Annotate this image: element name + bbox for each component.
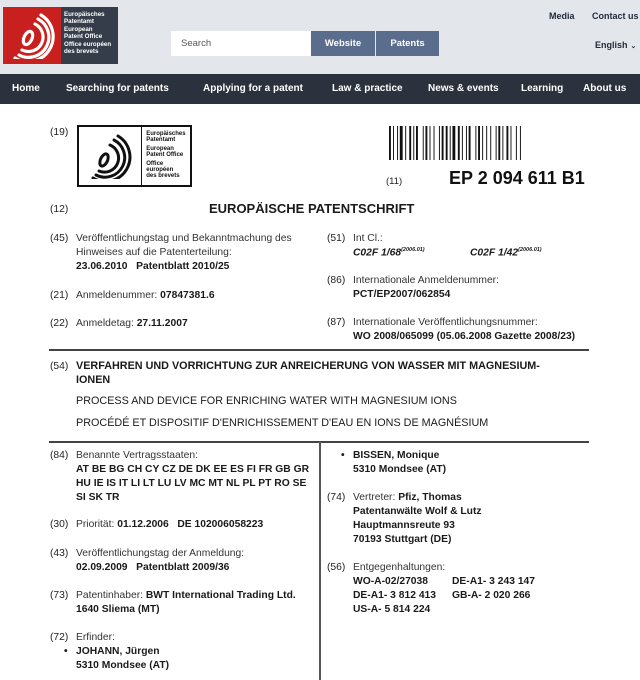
barcode-bar <box>520 126 521 160</box>
inid-code-51: (51) <box>327 233 346 244</box>
barcode-bar <box>434 126 435 160</box>
inventor-address: 5310 Mondsee (AT) <box>76 660 170 671</box>
cited-reference: WO-A-02/27038 <box>353 576 428 587</box>
barcode-bar <box>498 126 500 160</box>
office-line: des brevets <box>146 173 180 180</box>
barcode-bar <box>397 126 398 160</box>
ipc-class-value: C02F 1/42 <box>470 247 519 259</box>
inid-code-11: (11) <box>386 176 403 187</box>
field-22-label: Anmeldetag: <box>76 318 134 329</box>
ipc-class <box>470 247 542 258</box>
site-header <box>0 0 640 74</box>
barcode-bar <box>482 126 483 160</box>
nav-law-practice[interactable]: Law & practice <box>332 83 403 94</box>
inid-code-86: (86) <box>327 275 346 286</box>
office-line: European <box>146 145 174 152</box>
field-72-label: Erfinder: <box>76 632 115 643</box>
cited-reference: US-A- 5 814 224 <box>353 604 431 615</box>
office-name <box>142 127 190 185</box>
bullet-icon: • <box>64 646 68 657</box>
logo-line: Europäisches <box>64 11 105 18</box>
search-input[interactable]: Search <box>171 31 311 56</box>
proprietor-name: BWT International Trading Ltd. <box>145 590 296 601</box>
title-de-line1: VERFAHREN UND VORRICHTUNG ZUR ANREICHERUNG VON WASSER MIT MAGNESIUM- <box>76 360 540 372</box>
representative-line: Hauptmannsreute 93 <box>353 520 455 531</box>
field-73-label: Patentinhaber: <box>76 590 143 601</box>
cited-reference: DE-A1- 3 812 413 <box>353 590 436 601</box>
barcode <box>389 126 589 160</box>
inid-code-73: (73) <box>50 590 69 601</box>
wo-number: WO 2008/065099 (05.06.2008 Gazette 2008/23) <box>353 331 576 342</box>
nav-news-events[interactable]: News & events <box>428 83 499 94</box>
title-de-line2: IONEN <box>76 374 111 386</box>
inid-code-56: (56) <box>327 562 346 573</box>
barcode-bar <box>511 126 512 160</box>
epo-document-logo <box>77 125 192 187</box>
office-line: Office européen <box>146 160 174 174</box>
main-nav <box>0 74 640 104</box>
barcode-bar <box>490 126 491 160</box>
filing-date: 27.11.2007 <box>136 318 188 329</box>
chevron-down-icon: ⌄ <box>630 43 637 50</box>
barcode-bar <box>478 126 480 160</box>
logo-line: European <box>64 26 93 34</box>
inid-code-72: (72) <box>50 632 69 643</box>
column-divider <box>319 441 321 680</box>
publication-number: EP 2 094 611 B1 <box>449 168 585 188</box>
designated-states-line: AT BE BG CH CY CZ DE DK EE ES FI FR GB GR <box>76 464 310 475</box>
field-30 <box>76 519 263 530</box>
office-line: Patentamt <box>146 137 176 144</box>
barcode-bar <box>400 126 403 160</box>
ipc-class-version: (2006.01) <box>518 247 542 253</box>
ipc-class-value: C02F 1/68 <box>353 247 402 259</box>
epo-logo-icon <box>3 7 61 64</box>
inid-code-45: (45) <box>50 233 69 244</box>
representative-line: Patentanwälte Wolf & Lutz <box>353 506 482 517</box>
title-en: PROCESS AND DEVICE FOR ENRICHING WATER WITH MAGNESIUM IONS <box>76 395 457 407</box>
field-30-label: Priorität: <box>76 519 115 530</box>
representative-name: Pfiz, Thomas <box>398 492 462 503</box>
document-type-title: EUROPÄISCHE PATENTSCHRIFT <box>209 201 415 216</box>
field-86-label: Internationale Anmeldenummer: <box>353 275 499 286</box>
barcode-bar <box>423 126 424 160</box>
designated-states-line: HU IE IS IT LI LT LU LV MC MT NL PL PT RO SE <box>76 478 307 489</box>
barcode-bar <box>462 126 463 160</box>
inid-code-84: (84) <box>50 450 69 461</box>
barcode-bar <box>475 126 476 160</box>
field-51-label: Int Cl.: <box>353 233 383 244</box>
barcode-bar <box>506 126 508 160</box>
inid-code-43: (43) <box>50 548 69 559</box>
application-publication-value: 02.09.2009 Patentblatt 2009/36 <box>76 562 230 573</box>
cited-reference: GB-A- 2 020 266 <box>452 590 531 601</box>
proprietor-address: 1640 Sliema (MT) <box>76 604 160 615</box>
nav-applying-for-a-patent[interactable]: Applying for a patent <box>203 83 303 94</box>
language-select[interactable] <box>595 40 636 50</box>
media-link[interactable]: Media <box>549 11 575 21</box>
contact-us-link[interactable]: Contact us <box>592 11 639 21</box>
barcode-bar <box>446 126 448 160</box>
field-45-label-line1: Veröffentlichungstag und Bekanntmachung des <box>76 233 292 244</box>
field-74-label: Vertreter: <box>353 492 396 503</box>
nav-learning[interactable]: Learning <box>521 83 564 94</box>
barcode-bar <box>430 126 431 160</box>
inventor-name: JOHANN, Jürgen <box>76 646 160 657</box>
patent-document <box>0 104 640 680</box>
logo-line: Patent Office <box>64 32 103 40</box>
field-56-label: Entgegenhaltungen: <box>353 562 446 573</box>
ipc-class <box>353 247 425 258</box>
office-line: Europäisches <box>146 131 186 137</box>
barcode-bar <box>466 126 467 160</box>
barcode-bar <box>450 126 451 160</box>
inventor-address: 5310 Mondsee (AT) <box>353 464 447 475</box>
ipc-class-version: (2006.01) <box>401 247 425 253</box>
barcode-bar <box>413 126 414 160</box>
barcode-bar <box>442 126 444 160</box>
nav-searching-for-patents[interactable]: Searching for patents <box>66 83 169 94</box>
barcode-bar <box>502 126 503 160</box>
barcode-bar <box>389 126 391 160</box>
cited-reference: DE-A1- 3 243 147 <box>452 576 535 587</box>
barcode-bar <box>393 126 394 160</box>
field-74 <box>353 492 462 503</box>
pct-number: PCT/EP2007/062854 <box>353 289 451 300</box>
language-label: English <box>595 40 628 50</box>
inid-code-19: (19) <box>50 127 69 138</box>
office-line: Patent Office <box>146 152 184 159</box>
nav-about-us[interactable]: About us <box>583 83 627 94</box>
title-fr: PROCÉDÉ ET DISPOSITIF D'ENRICHISSEMENT D'EAU EN IONS DE MAGNÉSIUM <box>76 417 489 429</box>
barcode-bar <box>439 126 440 160</box>
field-73 <box>76 590 296 601</box>
barcode-bar <box>409 126 411 160</box>
divider <box>49 349 589 351</box>
search-patents-button[interactable]: Patents <box>376 31 439 56</box>
inid-code-21: (21) <box>50 290 69 301</box>
barcode-bar <box>486 126 487 160</box>
epo-logo-icon <box>79 127 142 185</box>
inid-code-12: (12) <box>50 204 69 215</box>
logo-line: des brevets <box>64 47 99 55</box>
barcode-bar <box>425 126 427 160</box>
representative-line: 70193 Stuttgart (DE) <box>353 534 452 545</box>
field-22 <box>76 318 188 329</box>
priority-value: 01.12.2006 DE 102006058223 <box>117 519 264 530</box>
field-45-value: 23.06.2010 Patentblatt 2010/25 <box>76 261 230 272</box>
nav-home[interactable]: Home <box>12 83 40 94</box>
barcode-bar <box>452 126 455 160</box>
inid-code-54: (54) <box>50 361 69 372</box>
field-43-label: Veröffentlichungstag der Anmeldung: <box>76 548 245 559</box>
field-45-label-line2: Hinweises auf die Patenterteilung: <box>76 247 232 258</box>
inid-code-74: (74) <box>327 492 346 503</box>
field-87-label: Internationale Veröffentlichungsnummer: <box>353 317 538 328</box>
inventor-name: BISSEN, Monique <box>353 450 440 461</box>
barcode-bar <box>516 126 517 160</box>
barcode-bar <box>496 126 497 160</box>
epo-logo[interactable] <box>3 7 118 64</box>
barcode-bar <box>458 126 460 160</box>
field-21-label: Anmeldenummer: <box>76 290 158 301</box>
search-website-button[interactable]: Website <box>311 31 375 56</box>
barcode-bar <box>405 126 406 160</box>
logo-line: Patentamt <box>64 17 94 25</box>
inid-code-22: (22) <box>50 318 69 329</box>
bullet-icon: • <box>341 450 345 461</box>
logo-line: Office européen <box>64 41 112 49</box>
application-number: 07847381.6 <box>160 290 215 301</box>
field-21 <box>76 290 215 301</box>
inid-code-30: (30) <box>50 519 69 530</box>
field-84-label: Benannte Vertragsstaaten: <box>76 450 198 461</box>
barcode-bar <box>416 126 418 160</box>
epo-logo-text <box>61 7 118 64</box>
barcode-bar <box>469 126 471 160</box>
inid-code-87: (87) <box>327 317 346 328</box>
designated-states-line: SI SK TR <box>76 492 120 503</box>
